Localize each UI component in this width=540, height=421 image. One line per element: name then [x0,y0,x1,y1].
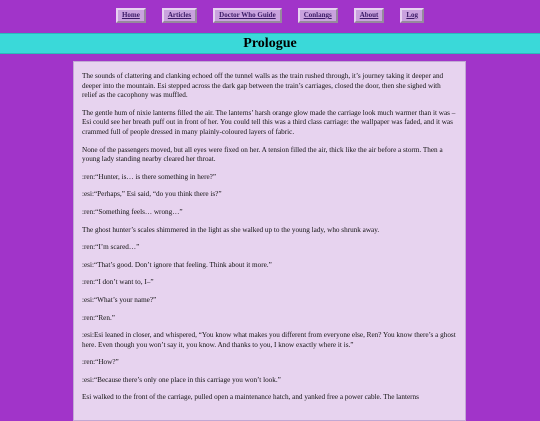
story-paragraph: None of the passengers moved, but all eyes were fixed on her. A tension filled the air, thick like the air before a storm. Then a young lady standing nearby cleared her throat. [82,145,443,164]
dialogue-line: :ren:“Ren.” [82,313,115,322]
dialogue-line: :ren:“I’m scared…” [82,243,140,252]
nav-articles-link[interactable]: Articles [162,8,197,23]
dialogue-line: :esi:“That’s good. Don’t ignore that feeling. Think about it more.” [82,260,272,269]
story-paragraph: The ghost hunter’s scales shimmered in the light as she walked up to the young lady, who shrunk away. [82,225,380,234]
story-paragraph: Esi walked to the front of the carriage, pulled open a maintenance hatch, and yanked free a power cable. The lanterns [82,393,419,402]
story-content [73,61,466,421]
nav-conlangs-link[interactable]: Conlangs [298,8,338,23]
dialogue-line: :esi:“Because there’s only one place in this carriage you won’t look.” [82,375,281,384]
dialogue-line: :ren:“I don’t want to, I–” [82,278,154,287]
dialogue-line: :ren:“Something feels… wrong…” [82,207,183,216]
nav-doctor-who-guide-link[interactable]: Doctor Who Guide [213,8,282,23]
top-nav [0,8,540,23]
nav-home-link[interactable]: Home [116,8,146,23]
title-banner [0,33,540,54]
story-paragraph: The gentle hum of nixie lanterns filled the air. The lanterns’ harsh orange glow made the carriage look much warmer than it was – Esi could see her breath puff out in front of her. You could tell this was a third class carriage: the wallpaper was faded, and it was crammed full of people dressed in many plainly-coloured layers of fabric. [82,108,456,136]
nav-log-link[interactable]: Log [400,8,424,23]
dialogue-line: :esi:“What’s your name?” [82,295,157,304]
dialogue-line: :ren:“How?” [82,358,119,367]
dialogue-line: :esi:Esi leaned in closer, and whispered, “You know what makes you different from everyone else, Ren? You know there’s a ghost here. Even though you won’t say it, you know. And thanks to you, I know exactly where it is.” [82,331,456,349]
page-title: Prologue [243,36,297,51]
dialogue-line: :ren:“Hunter, is… is there something in here?” [82,172,217,181]
nav-about-link[interactable]: About [354,8,385,23]
story-paragraph: The sounds of clattering and clanking echoed off the tunnel walls as the train rushed through, it’s journey taking it deeper and deeper into the mountain. Esi stepped across the dark gap between the train’s carriages, closed the door, then she sighed with relief as the cacophony was muffled. [82,72,444,100]
dialogue-line: :esi:“Perhaps,” Esi said, “do you think there is?” [82,190,222,199]
